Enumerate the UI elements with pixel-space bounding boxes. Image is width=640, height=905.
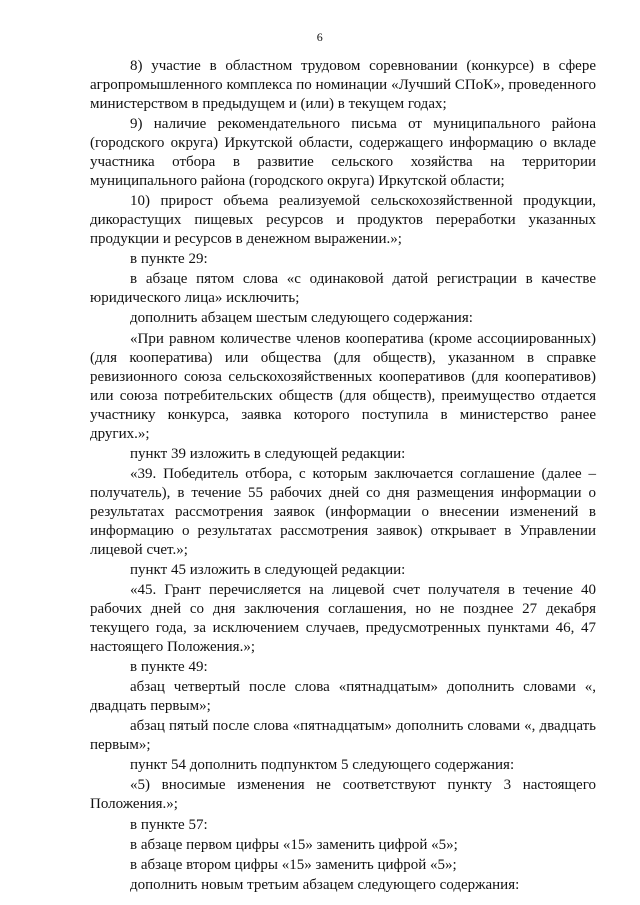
paragraph-item-10: 10) прирост объема реализуемой сельскохозяйственной продукции, дикорастущих пищевых ресурсов и продуктов переработки указанных продукции и ресурсов в денежном выражении.»; xyxy=(90,193,596,248)
paragraph-clause-57-abz2: в абзаце втором цифры «15» заменить цифрой «5»; xyxy=(130,856,457,873)
paragraph-clause-29-text: «При равном количестве членов кооператива (кроме ассоциированных) (для кооператива) или общества (для обществ), указанном в справке ревизионного союза сельскохозяйственных кооперативов (для кооперативов) или союза потребительских обществ (для обществ), преимущество отдается участнику конкурса, заявка которого поступила в министерство ранее других.»; xyxy=(90,330,596,442)
paragraph-clause-39: пункт 39 изложить в следующей редакции: xyxy=(130,445,406,462)
paragraph-clause-29: в пункте 29: xyxy=(130,251,208,268)
paragraph-clause-57: в пункте 57: xyxy=(130,816,208,833)
paragraph-clause-29-add: дополнить абзацем шестым следующего содержания: xyxy=(130,310,473,327)
paragraph-clause-45: пункт 45 изложить в следующей редакции: xyxy=(130,561,406,578)
page-number: 6 xyxy=(316,30,324,44)
paragraph-clause-54: пункт 54 дополнить подпунктом 5 следующего содержания: xyxy=(130,757,515,774)
document-body xyxy=(90,57,596,896)
paragraph-clause-49-abz5: абзац пятый после слова «пятнадцатым» дополнить словами «, двадцать первым»; xyxy=(90,718,596,754)
paragraph-clause-54-text: «5) вносимые изменения не соответствуют пункту 3 настоящего Положения.»; xyxy=(90,777,596,813)
paragraph-clause-39-text: «39. Победитель отбора, с которым заключается соглашение (далее – получатель), в течение 55 рабочих дней со дня размещения информации о результатах рассмотрения заявок (информации о внесении изменений в информацию о результатах рассмотрения заявок) открывает в Управлении лицевой счет.»; xyxy=(90,465,596,558)
paragraph-item-9: 9) наличие рекомендательного письма от муниципального района (городского округа) Иркутской области, содержащего информацию о вкладе участника отбора в развитие сельского хозяйства на территории муниципального района (городского округа) Иркутской области; xyxy=(90,116,596,190)
paragraph-clause-49-abz4: абзац четвертый после слова «пятнадцатым» дополнить словами «, двадцать первым»; xyxy=(90,679,596,715)
paragraph-clause-57-add: дополнить новым третьим абзацем следующего содержания: xyxy=(130,876,520,893)
paragraph-clause-49: в пункте 49: xyxy=(130,659,208,676)
paragraph-clause-45-text: «45. Грант перечисляется на лицевой счет получателя в течение 40 рабочих дней со дня заключения соглашения, но не позднее 27 декабря текущего года, за исключением случаев, предусмотренных пунктами 46, 47 настоящего Положения.»; xyxy=(90,581,596,655)
paragraph-clause-29-abz5: в абзаце пятом слова «с одинаковой датой регистрации в качестве юридического лица» исключить; xyxy=(90,271,596,307)
paragraph-clause-57-abz1: в абзаце первом цифры «15» заменить цифрой «5»; xyxy=(130,836,458,853)
paragraph-item-8: 8) участие в областном трудовом соревновании (конкурсе) в сфере агропромышленного комплекса по номинации «Лучший СПоК», проведенного министерством в предыдущем и (или) в текущем годах; xyxy=(90,58,596,112)
